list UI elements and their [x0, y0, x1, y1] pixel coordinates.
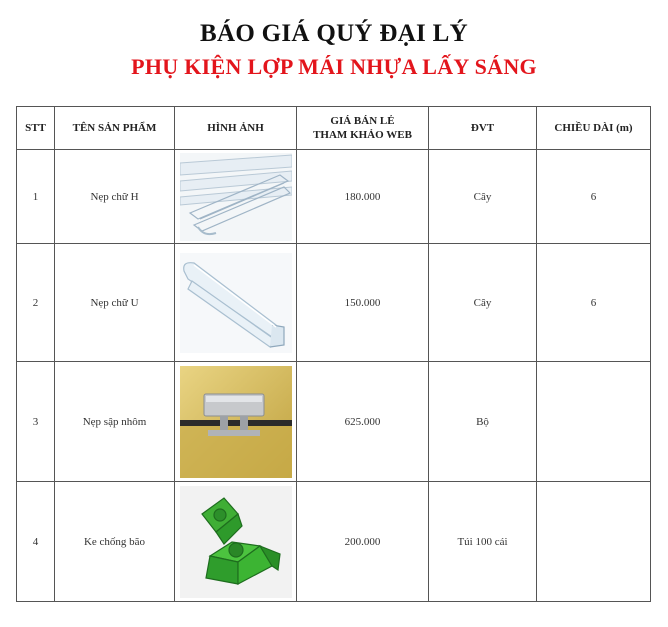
- cell-length: [537, 482, 651, 602]
- aluminum-clamp-image: [180, 366, 292, 478]
- col-header-price: [297, 107, 429, 150]
- cell-length: 6: [537, 150, 651, 244]
- table-row: [17, 482, 651, 602]
- col-header-price-line1: GIÁ BÁN LẺ: [330, 115, 395, 127]
- cell-stt: 4: [17, 482, 55, 602]
- cell-unit: Cây: [429, 150, 537, 244]
- col-header-stt: STT: [17, 107, 55, 150]
- cell-stt: 2: [17, 244, 55, 362]
- page-subtitle: PHỤ KIỆN LỢP MÁI NHỰA LẤY SÁNG: [131, 54, 537, 79]
- cell-unit: Túi 100 cái: [429, 482, 537, 602]
- col-header-image: HÌNH ẢNH: [175, 107, 297, 150]
- h-profile-image: [180, 153, 292, 241]
- price-table: [16, 106, 651, 602]
- cell-name: Ke chống bão: [55, 482, 175, 602]
- cell-unit: Cây: [429, 244, 537, 362]
- cell-price: 180.000: [297, 150, 429, 244]
- cell-unit: Bộ: [429, 362, 537, 482]
- cell-price: 200.000: [297, 482, 429, 602]
- page-title: BÁO GIÁ QUÝ ĐẠI LÝ: [200, 20, 468, 47]
- cell-image: [175, 150, 297, 244]
- cell-stt: 1: [17, 150, 55, 244]
- cell-image: [175, 244, 297, 362]
- table-row: [17, 150, 651, 244]
- cell-name: Nẹp chữ H: [55, 150, 175, 244]
- col-header-name: TÊN SẢN PHẨM: [55, 107, 175, 150]
- cell-length: 6: [537, 244, 651, 362]
- col-header-length: CHIỀU DÀI (m): [537, 107, 651, 150]
- col-header-price-line2: THAM KHẢO WEB: [313, 129, 412, 141]
- u-profile-image: [180, 253, 292, 353]
- cell-name: Nẹp sập nhôm: [55, 362, 175, 482]
- cell-image: [175, 362, 297, 482]
- cell-length: [537, 362, 651, 482]
- cell-price: 625.000: [297, 362, 429, 482]
- table-row: [17, 362, 651, 482]
- cell-stt: 3: [17, 362, 55, 482]
- cell-image: [175, 482, 297, 602]
- col-header-unit: ĐVT: [429, 107, 537, 150]
- cell-name: Nẹp chữ U: [55, 244, 175, 362]
- table-row: [17, 244, 651, 362]
- cell-price: 150.000: [297, 244, 429, 362]
- table-header-row: [17, 107, 651, 150]
- storm-bracket-image: [180, 486, 292, 598]
